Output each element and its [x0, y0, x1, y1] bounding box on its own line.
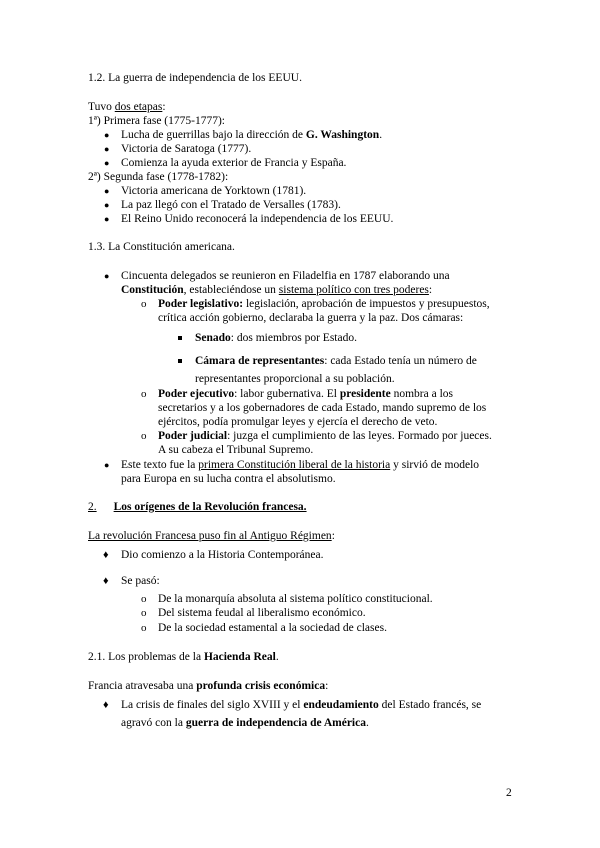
section-title-1-2: 1.2. La guerra de independencia de los EEUU. — [88, 72, 302, 84]
circle-bullet-icon: o — [141, 622, 147, 634]
section-title-1-3: 1.3. La Constitución americana. — [88, 241, 235, 253]
bullet-icon: ● — [104, 214, 110, 224]
section-2-1-intro: Francia atravesaba una profunda crisis económica: — [88, 680, 329, 692]
list-item: Poder ejecutivo: labor gubernativa. El presidente nombra a los — [158, 388, 453, 400]
list-item: Dio comienzo a la Historia Contemporánea. — [121, 549, 324, 561]
circle-bullet-icon: o — [141, 607, 147, 619]
list-item: Este texto fue la primera Constitución liberal de la historia y sirvió de modelo — [121, 459, 480, 471]
circle-bullet-icon: o — [141, 430, 147, 442]
bullet-icon: ● — [104, 271, 110, 281]
page-number: 2 — [506, 787, 512, 799]
list-item: Se pasó: — [121, 575, 160, 587]
list-item: Victoria de Saratoga (1777). — [121, 143, 252, 155]
circle-bullet-icon: o — [141, 298, 147, 310]
list-item-continuation: crítica acción gobierno, declaraba la guerra y la paz. Dos cámaras: — [158, 312, 464, 324]
list-item: El Reino Unido reconocerá la independencia de los EEUU. — [121, 213, 394, 225]
list-item-continuation: agravó con la guerra de independencia de América. — [121, 717, 369, 729]
circle-bullet-icon: o — [141, 593, 147, 605]
bullet-icon: ● — [104, 130, 110, 140]
diamond-bullet-icon: ♦ — [103, 699, 109, 711]
fase-1-heading: 1ª) Primera fase (1775-1777): — [88, 115, 225, 127]
section-title-2: 2. Los orígenes de la Revolución francesa. — [88, 501, 307, 513]
square-bullet-icon — [178, 359, 182, 363]
list-item-continuation: Constitución, estableciéndose un sistema político con tres poderes: — [121, 284, 433, 296]
list-item: Poder legislativo: legislación, aprobación de impuestos y presupuestos, — [158, 298, 490, 310]
bullet-icon: ● — [104, 144, 110, 154]
list-item: Senado: dos miembros por Estado. — [195, 332, 357, 344]
list-item: Comienza la ayuda exterior de Francia y España. — [121, 157, 347, 169]
square-bullet-icon — [178, 336, 182, 340]
diamond-bullet-icon: ♦ — [103, 549, 109, 561]
list-item: Poder judicial: juzga el cumplimiento de las leyes. Formado por jueces. — [158, 430, 492, 442]
list-item-continuation: secretarios y a los gobernadores de cada Estado, mando supremo de los — [158, 402, 487, 414]
list-item: Lucha de guerrillas bajo la dirección de G. Washington. — [121, 129, 383, 141]
list-item: Cámara de representantes: cada Estado tenía un número de — [195, 355, 477, 367]
bullet-icon: ● — [104, 186, 110, 196]
list-item-continuation: para Europa en su lucha contra el absolutismo. — [121, 473, 336, 485]
list-item: Victoria americana de Yorktown (1781). — [121, 185, 307, 197]
list-item-continuation: ejércitos, podía promulgar leyes y ejercía el derecho de veto. — [158, 416, 438, 428]
list-item: La crisis de finales del siglo XVIII y el endeudamiento del Estado francés, se — [121, 699, 482, 711]
list-item: La paz llegó con el Tratado de Versalles (1783). — [121, 199, 341, 211]
bullet-icon: ● — [104, 200, 110, 210]
paragraph-etapas: Tuvo dos etapas: — [88, 101, 166, 113]
section-title-2-1: 2.1. Los problemas de la Hacienda Real. — [88, 651, 279, 663]
fase-2-heading: 2ª) Segunda fase (1778-1782): — [88, 171, 229, 183]
diamond-bullet-icon: ♦ — [103, 575, 109, 587]
circle-bullet-icon: o — [141, 388, 147, 400]
list-item: Del sistema feudal al liberalismo económico. — [158, 607, 366, 619]
list-item: Cincuenta delegados se reunieron en Filadelfia en 1787 elaborando una — [121, 270, 450, 282]
list-item: De la monarquía absoluta al sistema político constitucional. — [158, 593, 433, 605]
bullet-icon: ● — [104, 158, 110, 168]
list-item: De la sociedad estamental a la sociedad de clases. — [158, 622, 387, 634]
list-item-continuation: representantes proporcional a su población. — [195, 373, 395, 385]
section-2-intro: La revolución Francesa puso fin al Antiguo Régimen: — [88, 530, 335, 542]
list-item-continuation: A su cabeza el Tribunal Supremo. — [158, 444, 314, 456]
bullet-icon: ● — [104, 460, 110, 470]
